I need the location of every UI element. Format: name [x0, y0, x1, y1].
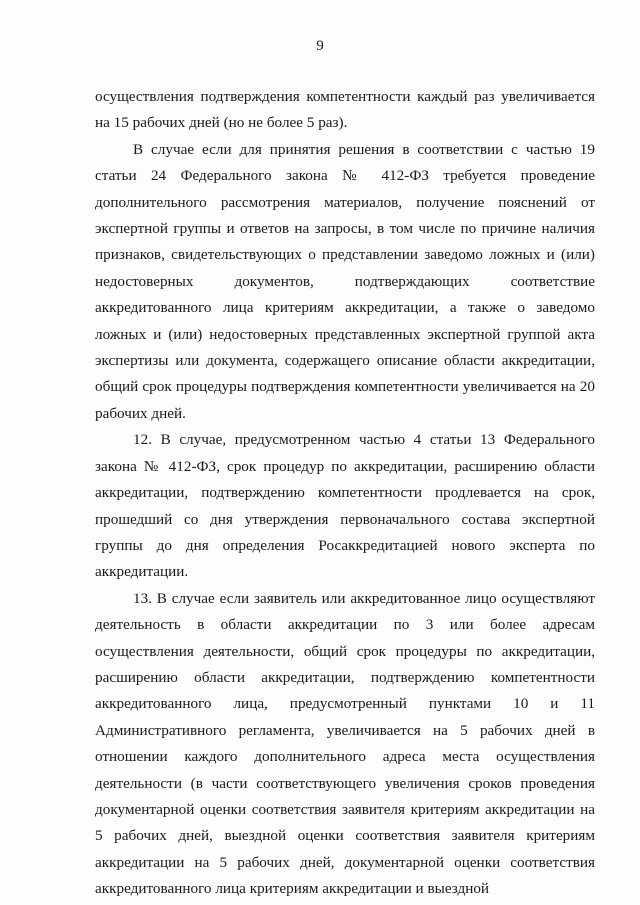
document-body [95, 84, 595, 903]
paragraph-13: 13. В случае если заявитель или аккредитованное лицо осуществляют деятельность в области аккредитации по 3 или более адресам осуществления деятельности, общий срок процедуры по аккредитации, расширению области аккредитации, подтверждению компетентности аккредитованного лица, предусмотренный пунктами 10 и 11 Административного регламента, увеличивается на 5 рабочих дней в отношении каждого дополнительного адреса места осуществления деятельности (в части соответствующего увеличения сроков проведения документарной оценки соответствия заявителя критериям аккредитации на 5 рабочих дней, выездной оценки соответствия заявителя критериям аккредитации на 5 рабочих дней, документарной оценки соответствия аккредитованного лица критериям аккредитации и выездной [95, 589, 595, 898]
paragraph-additional-review: В случае если для принятия решения в соответствии с частью 19 статьи 24 Федерального закона № 412-ФЗ требуется проведение дополнительного рассмотрения материалов, получение пояснений от экспертной группы и ответов на запросы, в том числе по причине наличия признаков, свидетельствующих о представлении заведомо ложных и (или) недостоверных документов, подтверждающих соответствие аккредитованного лица критериям аккредитации, а также о заведомо ложных и (или) недостоверных представленных экспертной группой акта экспертизы или документа, содержащего описание области аккредитации, общий срок процедуры подтверждения компетентности увеличивается на 20 рабочих дней. [95, 140, 595, 422]
page-number: 9 [316, 38, 324, 54]
paragraph-continuation: осуществления подтверждения компетентности каждый раз увеличивается на 15 рабочих дней (но не более 5 раз). [95, 88, 595, 132]
paragraph-12: 12. В случае, предусмотренном частью 4 статьи 13 Федерального закона № 412-ФЗ, срок процедур по аккредитации, расширению области аккредитации, подтверждению компетентности продлевается на срок, прошедший со дня утверждения первоначального состава экспертной группы до дня определения Росаккредитацией нового эксперта по аккредитации. [95, 431, 595, 581]
